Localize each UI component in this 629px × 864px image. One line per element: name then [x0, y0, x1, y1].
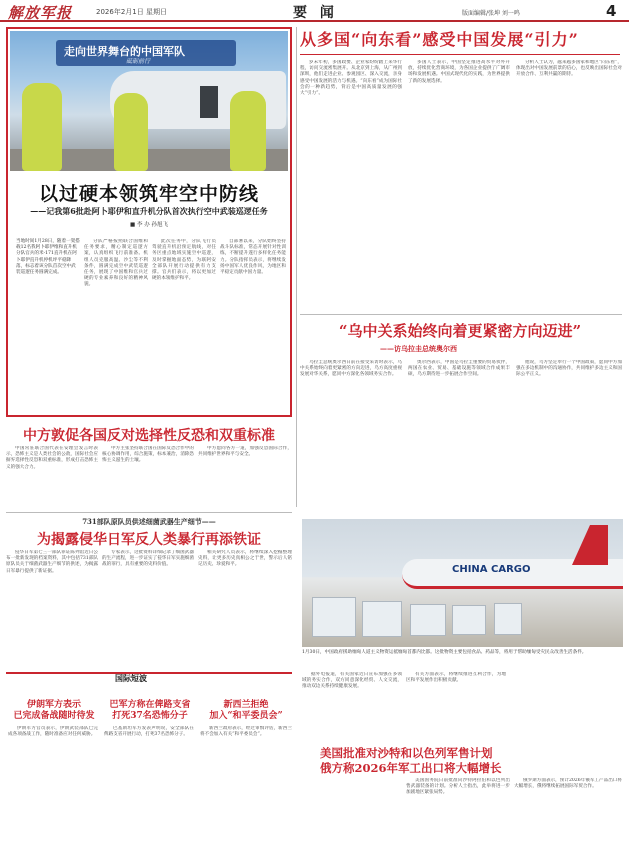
counterterrorism-headline: 中方敦促各国反对选择性反恐和双重标准: [23, 428, 275, 444]
section-divider: [300, 314, 622, 315]
column-divider: [296, 27, 297, 507]
cargo-pallet: [494, 603, 522, 635]
newspaper-logo: 解放军报: [8, 4, 73, 22]
cargo-pallet: [362, 601, 402, 637]
uruguay-interview-subheadline: ——访乌拉圭总统奥尔西: [380, 344, 457, 353]
lead-headline: 以过硬本领筑牢空中防线: [38, 183, 259, 205]
page-editors: 版面编辑/张坤 刘一鸣: [462, 10, 520, 17]
counterterrorism-column: 中国常驻联合国代表在安理会发言时表示，恐怖主义是人类社会的公敌，国际社会应摒弃选择性反恐和双重标准，形成打击恐怖主义的强大合力。: [6, 446, 98, 470]
soldier-figure: [114, 93, 148, 171]
briefs-bar: [6, 672, 292, 684]
unit731-column: 侵华日军第七三一部队罪证陈列馆近日公布一批新发现的档案资料，其中包括731部队原队员关于细菌武器生产细节的供述，为揭露日军暴行提供了新证据。: [6, 550, 98, 574]
cargo-pallet: [312, 597, 356, 637]
brief-body: 巴基斯坦军方发表声明说，安全部队在俾路支省开展行动，打死37名恐怖分子。: [104, 726, 194, 738]
news-column: 有关方面表示，将继续推进互利合作，为地区和平发展作出积极贡献。: [406, 672, 506, 684]
counterterrorism-column: 中方愿同各方一道，加强反恐国际合作，共同维护世界和平与安全。: [198, 446, 292, 458]
page-number: 4: [606, 2, 617, 20]
lead-subheadline: ——记我第6批赴阿卜耶伊和直升机分队首次执行空中武装巡逻任务: [30, 206, 268, 216]
masthead: [0, 0, 629, 22]
cargo-plane-tail: [572, 525, 608, 565]
unit731-headline: 为揭露侵华日军反人类暴行再添铁证: [37, 532, 261, 548]
cargo-photo: [302, 519, 623, 647]
unit731-column: 相关研究人员表示，将继续深入挖掘整理史料，让更多历史真相公之于世，警示后人铭记历史、珍爱和平。: [198, 550, 292, 568]
arms-sales-column: 俄罗斯方面表示，预计2026年俄军工产品出口将大幅增长，俄将继续拓展国际军贸合作。: [514, 778, 622, 790]
news-column: 据外电报道，有关国家近日宣布加强在多领域的务实合作，双方同意深化经贸、人文交流，推动双边关系持续健康发展。: [302, 672, 402, 690]
china-feature-column: 分析人士认为，越来越多国家和地区“向东看”，体现出对中国发展前景的信心，也反映出国际社会对开放合作、互利共赢的期待。: [516, 60, 622, 78]
china-feature-column: [300, 60, 402, 310]
lead-byline: ■ 李 办 孙旭飞: [130, 222, 168, 228]
briefs-label: 国际短波: [115, 673, 147, 683]
arms-sales-headline-1: 美国批准对沙特和以色列军售计划: [320, 746, 493, 760]
uruguay-interview-column: 乌拉圭总统奥尔西日前在接受采访时表示，乌中关系始终向着更紧密的方向迈进，乌方高度重视发展对华关系，愿同中方深化各领域务实合作。: [300, 360, 402, 378]
soldier-figure: [230, 91, 266, 171]
cargo-plane-livery: CHINA CARGO: [452, 564, 531, 575]
brief-headline-iran: 伊朗军方表示 已完成备战随时待发: [13, 700, 95, 721]
lead-body-intro: 当地时间1月28日，随着一架搭载12名我阿卜耶伊维和直升机分队官兵的米-171直升机在阿卜耶伊直升机停机坪平稳降落，标志着该分队首次空中武装巡逻任务圆满完成。: [16, 239, 80, 276]
brief-body: 伊朗军方官员表示，伊朗武装部队已完成各项备战工作，随时准备应对任何威胁。: [8, 726, 98, 738]
uruguay-interview-headline: “乌中关系始终向着更紧密方向迈进”: [338, 322, 582, 340]
lead-story: [6, 27, 292, 417]
aircraft-door: [200, 86, 218, 118]
column-banner-title: 走向世界舞台的中国军队: [64, 45, 185, 58]
brief-headline-newzealand: 新西兰拒绝 加入“和平委员会”: [209, 700, 283, 721]
arms-sales-column: 美国国务院日前批准向沙特阿拉伯和以色列出售武器装备的计划。分析人士指出，此举将进一步加剧地区紧张局势。: [406, 778, 510, 796]
arms-sales-headline-2: 俄方称2026年军工出口将大幅增长: [320, 761, 502, 775]
china-feature-column: 多国人士表示，中国坚定推进高水平对外开放，持续优化营商环境，为各国企业提供了广阔市场和发展机遇。中国式现代化的实践，为世界提供了新的发展选择。: [408, 60, 510, 84]
cargo-pallet: [410, 604, 446, 636]
unit731-column: 专家表示，这批资料详细记录了细菌武器的生产流程，进一步证实了侵华日军实施细菌战的罪行，具有重要的史料价值。: [102, 550, 194, 568]
headline-rule: [300, 54, 620, 55]
column-banner: [56, 40, 236, 66]
uruguay-interview-column: 他说，乌方坚定奉行一个中国政策，愿同中方加强在多边机制中的沟通协作，共同维护多边主义和国际公平正义。: [516, 360, 622, 378]
china-feature-headline: 从多国“向东看”感受中国发展“引力”: [300, 30, 579, 49]
china-feature-body: 岁末年初，多国政要、企业家纷纷踏上来华行程，访问交流密集展开。从北京到上海，从广州到深圳，他们走进企业、参观园区、深入交流，亲身感受中国发展的活力与机遇。“向东看”成为国际社会的一种新趋势，背后是中国高质量发展的强大“引力”。: [300, 60, 402, 97]
issue-date: 2026年2月1日 星期日: [96, 8, 167, 16]
lead-body-column: 自部署以来，分队始终坚持战斗队标准，常态开展针对性训练，不断提升遂行多样化任务能力。分队指挥员表示，将继续发扬中国军人优良作风，为地区和平稳定贡献中国力量。: [220, 239, 286, 276]
unit731-kicker: 731部队原队员供述细菌武器生产细节——: [82, 517, 216, 526]
lead-photo: [10, 31, 288, 171]
cargo-photo-caption: 1月30日，中国政府援助缅甸人道主义物资运抵缅甸首都内比都。这批物资主要包括食品、药品等，将用于帮助缅甸受灾民众改善生活条件。: [302, 650, 587, 655]
lead-body-column: 分队严格按照联合国维和任务要求，精心制定巡逻方案，认真组织飞行前准备。机组人员克服高温、沙尘等不利条件，圆满完成空中武装巡逻任务，展现了中国维和官兵过硬的专业素养和良好的精神风貌。: [84, 239, 148, 288]
section-title: 要 闻: [293, 5, 338, 21]
brief-headline-pakistan: 巴军方称在俾路支省 打死37名恐怖分子: [109, 700, 191, 721]
uruguay-interview-column: 奥尔西表示，中国是乌拉圭重要的贸易伙伴，两国在农业、贸易、基础设施等领域合作成果丰硕，乌方期待进一步拓展合作空间。: [408, 360, 510, 378]
brief-body: 新西兰政府表示，经过审慎评估，新西兰将不会加入有关“和平委员会”。: [200, 726, 292, 738]
section-divider: [6, 512, 292, 513]
lead-body-column: 此次任务中，分队飞行员驾驶直升机沿预定航线，对任务区重点地域实施空中巡逻，及时掌握地面态势，为联阿安全部队开展行动提供有力支撑。官兵们表示，将以更加过硬的本领维护和平。: [152, 239, 216, 282]
cargo-pallet: [452, 605, 486, 635]
counterterrorism-column: 中方主张坚持联合国在国际反恐合作中的核心协调作用，综合施策，标本兼治，消除恐怖主义滋生的土壤。: [102, 446, 194, 464]
soldier-figure: [22, 83, 62, 171]
column-banner-sub: 砥砺前行: [126, 58, 151, 65]
